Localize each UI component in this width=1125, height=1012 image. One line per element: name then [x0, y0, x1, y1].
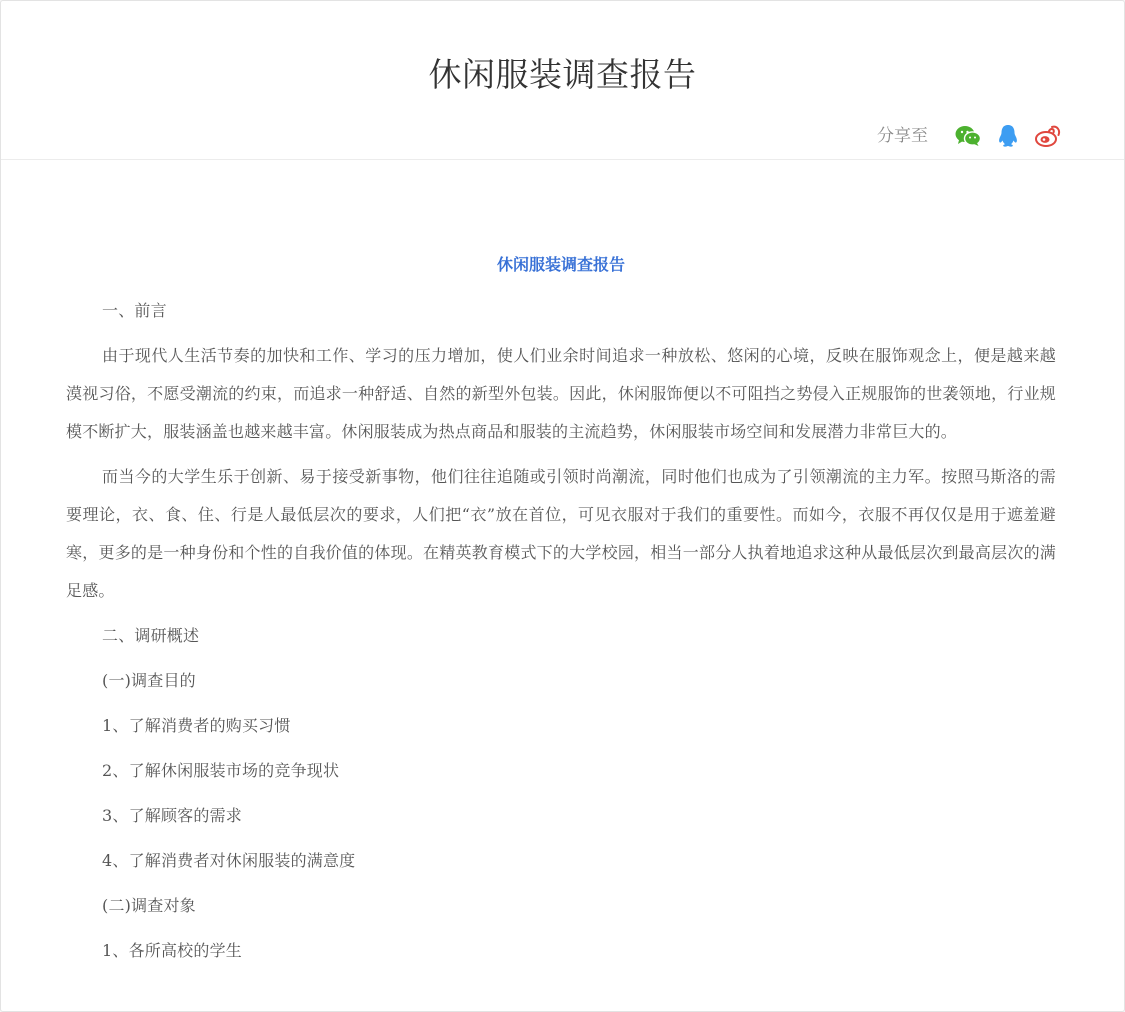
document-header — [1, 1, 1124, 160]
content-title: 休闲服装调查报告 — [496, 255, 625, 274]
paragraph-target-heading: (二)调查对象 — [102, 896, 196, 915]
share-bar — [877, 122, 1062, 150]
list-item: 4、了解消费者对休闲服装的满意度 — [102, 851, 356, 870]
document-content — [66, 246, 1056, 977]
wechat-icon[interactable] — [954, 122, 982, 150]
page-title: 休闲服装调查报告 — [428, 55, 697, 94]
paragraph-purpose-heading: (一)调查目的 — [102, 671, 196, 690]
list-item: 2、了解休闲服装市场的竞争现状 — [102, 761, 340, 780]
weibo-icon[interactable] — [1034, 122, 1062, 150]
share-label: 分享至 — [877, 126, 928, 146]
qq-icon[interactable] — [994, 122, 1022, 150]
list-item: 1、各所高校的学生 — [102, 941, 242, 960]
paragraph: 而当今的大学生乐于创新、易于接受新事物，他们往往追随或引领时尚潮流，同时他们也成为了引领潮流的主力军。按照马斯洛的需要理论，衣、食、住、行是人最低层次的要求，人们把“衣”放在首位，可见衣服对于我们的重要性。而如今，衣服不再仅仅是用于遮羞避寒，更多的是一种身份和个性的自我价值的体现。在精英教育模式下的大学校园，相当一部分人执着地追求这种从最低层次到最高层次的满足感。 — [66, 467, 1056, 600]
paragraph: 由于现代人生活节奏的加快和工作、学习的压力增加，使人们业余时间追求一种放松、悠闲的心境，反映在服饰观念上，便是越来越漠视习俗，不愿受潮流的约束，而追求一种舒适、自然的新型外包装。因此，休闲服饰便以不可阻挡之势侵入正规服饰的世袭领地，行业规模不断扩大，服装涵盖也越来越丰富。休闲服装成为热点商品和服装的主流趋势，休闲服装市场空间和发展潜力非常巨大的。 — [66, 346, 1056, 441]
paragraph-overview-heading: 二、调研概述 — [102, 626, 200, 645]
list-item: 3、了解顾客的需求 — [102, 806, 242, 825]
list-item: 1、了解消费者的购买习惯 — [102, 716, 291, 735]
paragraph-preface-heading: 一、前言 — [102, 301, 167, 320]
